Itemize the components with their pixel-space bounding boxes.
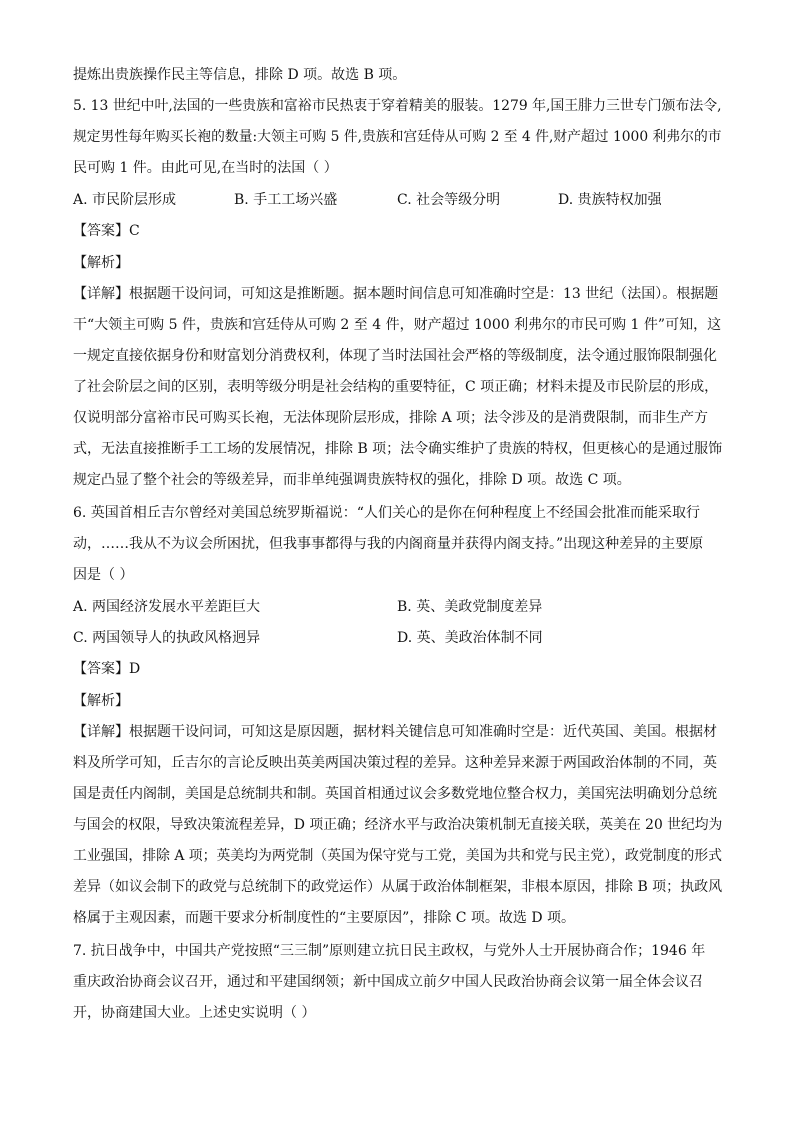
q5-analysis-heading: 【解析】: [73, 255, 129, 271]
q5-detail-line-4: 了社会阶层之间的区别，表明等级分明是社会结构的重要特征，C 项正确；材料未提及市民阶层的形成，: [73, 379, 719, 395]
prev-answer-conclusion: 提炼出贵族操作民主等信息，排除 D 项。故选 B 项。: [73, 67, 407, 83]
q5-detail-line-3: 一规定直接依据身份和财富划分消费权利，体现了当时法国社会严格的等级制度，法令通过服饰限制强化: [73, 348, 717, 364]
q5-option-c: C. 社会等级分明: [397, 192, 501, 208]
q5-detail-line-1: 【详解】根据题干设问词，可知这是推断题。据本题时间信息可知准确时空是：13 世纪（法国）。根据题: [73, 286, 719, 302]
q6-option-c: C. 两国领导人的执政风格迥异: [73, 630, 261, 646]
q6-option-a: A. 两国经济发展水平差距巨大: [73, 599, 261, 615]
q6-answer: 【答案】D: [73, 661, 141, 677]
q6-detail-line-2: 料及所学可知，丘吉尔的言论反映出英美两国决策过程的差异。这种差异来源于两国政治体制的不同，英: [73, 755, 717, 771]
q6-detail-line-3: 国是责任内阁制，美国是总统制共和制。英国首相通过议会多数党地位整合权力，美国宪法明确划分总统: [73, 786, 717, 802]
q6-detail-line-4: 与国会的权限，导致决策流程差异，D 项正确；经济水平与政治决策机制无直接关联，英美在 20 世纪均为: [73, 817, 723, 833]
q6-analysis-heading: 【解析】: [73, 693, 129, 709]
q5-option-d: D. 贵族特权加强: [558, 192, 662, 208]
q6-detail-line-5: 工业强国，排除 A 项；英美均为两党制（英国为保守党与工党，美国为共和党与民主党），政党制度的形式: [73, 848, 722, 864]
q5-stem-line-1: 5. 13 世纪中叶,法国的一些贵族和富裕市民热衷于穿着精美的服装。1279 年,国王腓力三世专门颁布法令,: [73, 98, 722, 114]
q5-option-a: A. 市民阶层形成: [73, 192, 177, 208]
q5-detail-line-2: 干“大领主可购 5 件，贵族和宫廷侍从可购 2 至 4 件，财产超过 1000 利弗尔的市民可购 1 件”可知，这: [73, 317, 722, 333]
q5-detail-line-7: 规定凸显了整个社会的等级差异，而非单纯强调贵族特权的强化，排除 D 项。故选 C 项。: [73, 472, 631, 488]
q7-stem-line-2: 重庆政治协商会议召开，通过和平建国纲领；新中国成立前夕中国人民政治协商会议第一届全体会议召: [73, 974, 703, 990]
q5-detail-line-6: 式，无法直接推断手工工场的发展情况，排除 B 项；法令确实维护了贵族的特权，但更核心的是通过服饰: [73, 441, 723, 457]
q6-option-d: D. 英、美政治体制不同: [397, 630, 543, 646]
q6-stem-line-2: 动，……我从不为议会所困扰，但我事事都得与我的内阁商量并获得内阁支持。”出现这种差异的主要原: [73, 536, 704, 552]
q6-detail-line-7: 格属于主观因素，而题干要求分析制度性的“主要原因”，排除 C 项。故选 D 项。: [73, 910, 576, 926]
q5-answer: 【答案】C: [73, 223, 140, 239]
q6-stem-line-1: 6. 英国首相丘吉尔曾经对美国总统罗斯福说：“人们关心的是你在何种程度上不经国会批准而能采取行: [73, 505, 700, 521]
q6-option-b: B. 英、美政党制度差异: [397, 599, 543, 615]
q6-detail-line-1: 【详解】根据题干设问词，可知这是原因题，据材料关键信息可知准确时空是：近代英国、美国。根据材: [73, 724, 717, 740]
q7-stem-line-1: 7. 抗日战争中，中国共产党按照“三三制”原则建立抗日民主政权，与党外人士开展协商合作；1946 年: [73, 943, 706, 959]
q6-stem-line-3: 因是（ ）: [73, 567, 134, 583]
q6-detail-line-6: 差异（如议会制下的政党与总统制下的政党运作）从属于政治体制框架，非根本原因，排除 B 项；执政风: [73, 879, 723, 895]
q5-stem-line-2: 规定男性每年购买长袍的数量:大领主可购 5 件,贵族和宫廷侍从可购 2 至 4 件,财产超过 1000 利弗尔的市: [73, 129, 722, 145]
q5-detail-line-5: 仅说明部分富裕市民可购买长袍，无法体现阶层形成，排除 A 项；法令涉及的是消费限制，而非生产方: [73, 410, 709, 426]
q7-stem-line-3: 开，协商建国大业。上述史实说明（ ）: [73, 1005, 316, 1021]
q5-stem-line-3: 民可购 1 件。由此可见,在当时的法国（ ）: [73, 160, 338, 176]
q5-option-b: B. 手工工场兴盛: [234, 192, 338, 208]
